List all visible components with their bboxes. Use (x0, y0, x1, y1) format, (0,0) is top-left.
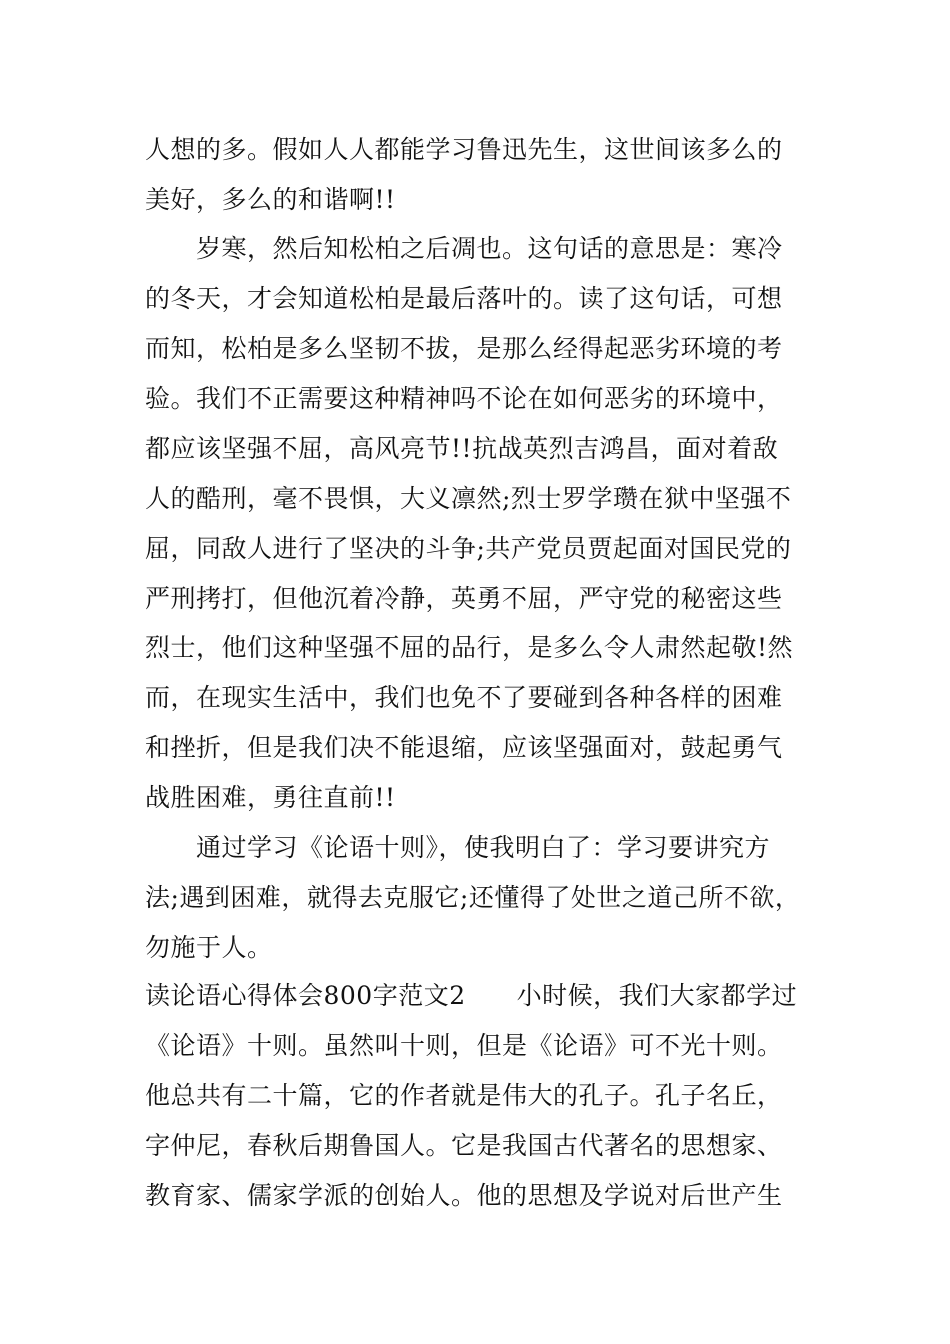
section-heading-line: 读论语心得体会800字范文2 小时候，我们大家都学过 (145, 981, 798, 1010)
text-line: 《论语》十则。虽然叫十则，但是《论语》可不光十则。 (145, 1031, 783, 1060)
text-line: 字仲尼，春秋后期鲁国人。它是我国古代著名的思想家、 (145, 1131, 783, 1160)
text-line: 战胜困难，勇往直前!! (145, 783, 396, 812)
text-line: 美好，多么的和谐啊!! (145, 185, 396, 214)
text-line: 人想的多。假如人人都能学习鲁迅先生，这世间该多么的 (145, 135, 783, 164)
text-line: 人的酷刑，毫不畏惧，大义凛然;烈士罗学瓒在狱中坚强不 (145, 484, 792, 513)
paragraph-start-line: 通过学习《论语十则》，使我明白了：学习要讲究方 (196, 833, 771, 862)
text-line: 的冬天，才会知道松柏是最后落叶的。读了这句话，可想 (145, 284, 783, 313)
text-line: 都应该坚强不屈，高风亮节!!抗战英烈吉鸿昌，面对着敌 (145, 434, 779, 463)
text-line: 严刑拷打，但他沉着冷静，英勇不屈，严守党的秘密这些 (145, 584, 783, 613)
text-line: 和挫折，但是我们决不能退缩，应该坚强面对，鼓起勇气 (145, 733, 783, 762)
text-line: 而，在现实生活中，我们也免不了要碰到各种各样的困难 (145, 683, 783, 712)
text-line: 而知，松柏是多么坚韧不拔，是那么经得起恶劣环境的考 (145, 334, 783, 363)
text-line: 法;遇到困难，就得去克服它;还懂得了处世之道己所不欲， (145, 883, 801, 912)
paragraph-start-line: 岁寒，然后知松柏之后凋也。这句话的意思是：寒冷 (196, 234, 783, 263)
text-line: 他总共有二十篇，它的作者就是伟大的孔子。孔子名丘， (145, 1081, 783, 1110)
text-line: 教育家、儒家学派的创始人。他的思想及学说对后世产生 (145, 1181, 783, 1210)
text-line: 烈士，他们这种坚强不屈的品行，是多么令人肃然起敬!然 (145, 633, 794, 662)
text-line: 屈，同敌人进行了坚决的斗争;共产党员贾起面对国民党的 (145, 534, 792, 563)
text-line: 验。我们不正需要这种精神吗不论在如何恶劣的环境中， (145, 384, 783, 413)
text-line: 勿施于人。 (145, 933, 273, 962)
